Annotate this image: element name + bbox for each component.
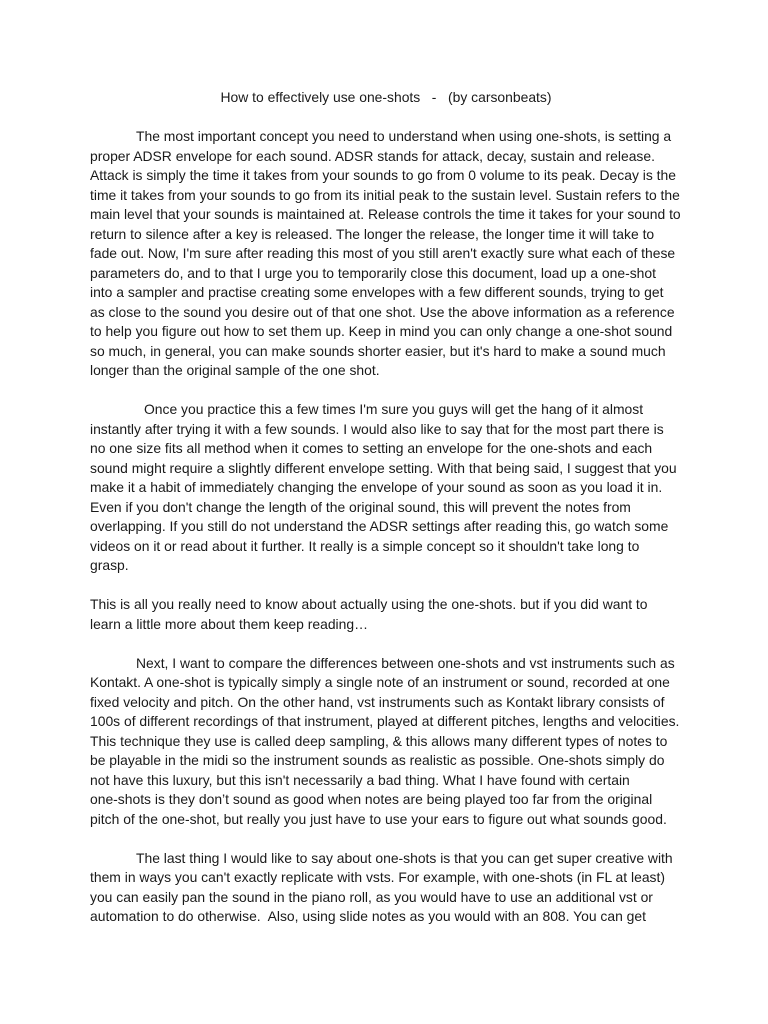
text-line: make it a habit of immediately changing the envelope of your sound as soon as you load it in. xyxy=(90,479,663,495)
text-line: Even if you don't change the length of the original sound, this will prevent the notes from xyxy=(90,498,631,515)
text-line: be playable in the midi so the instrument sounds as realistic as possible. One-shots simply do xyxy=(90,752,665,768)
text-line: longer than the original sample of the one shot. xyxy=(90,362,380,378)
text-line: them in ways you can't exactly replicate with vsts. For example, with one-shots (in FL at least) xyxy=(90,869,665,885)
text-line: Once you practice this a few times I'm sure you guys will get the hang of it almost xyxy=(144,401,644,417)
text-line: grasp. xyxy=(90,557,129,573)
text-line: to help you figure out how to set them up. Keep in mind you can only change a one-shot sound xyxy=(90,323,673,339)
paragraph-comparison xyxy=(90,654,682,830)
text-line: fade out. Now, I'm sure after reading this most of you still aren't exactly sure what each of these xyxy=(90,245,676,261)
text-line: main level that your sounds is maintained at. Release controls the time it takes for your sound to xyxy=(90,206,681,222)
text-line: time it takes from your sounds to go from its initial peak to the sustain level. Sustain refers to the xyxy=(90,186,680,203)
text-line: into a sampler and practise creating some envelopes with a few different sounds, trying to get xyxy=(90,284,664,300)
text-line: This technique they use is called deep sampling, & this allows many different types of notes to xyxy=(90,732,668,749)
text-line: automation to do otherwise. Also, using slide notes as you would with an 808. You can get xyxy=(90,908,646,924)
text-line: videos on it or read about it further. It really is a simple concept so it shouldn't take long to xyxy=(90,537,640,554)
text-line: sound might require a slightly different envelope setting. With that being said, I suggest that you xyxy=(90,459,677,476)
text-line: as close to the sound you desire out of that one shot. Use the above information as a reference xyxy=(90,303,675,320)
text-line: instantly after trying it with a few sounds. I would also like to say that for the most part there is xyxy=(90,420,664,437)
text-line: so much, in general, you can make sounds shorter easier, but it's hard to make a sound much xyxy=(90,342,666,359)
text-line: Kontakt. A one-shot is typically simply a single note of an instrument or sound, recorded at one xyxy=(90,674,670,690)
document-page xyxy=(90,88,682,946)
document-title: How to effectively use one-shots - (by carsonbeats) xyxy=(220,89,552,105)
paragraph-adsr xyxy=(90,127,682,381)
paragraph-practice xyxy=(90,400,682,576)
text-line: one-shots is they don’t sound as good when notes are being played too far from the original xyxy=(90,791,653,807)
text-line: pitch of the one-shot, but really you just have to use your ears to figure out what sounds good. xyxy=(90,810,667,827)
text-line: not have this luxury, but this isn't necessarily a bad thing. What I have found with certain xyxy=(90,771,630,788)
text-line: proper ADSR envelope for each sound. ADSR stands for attack, decay, sustain and release. xyxy=(90,147,655,164)
text-line: parameters do, and to that I urge you to temporarily close this document, load up a one-shot xyxy=(90,264,656,281)
text-line: 100s of different recordings of that instrument, played at different pitches, lengths and velocities. xyxy=(90,713,680,729)
text-line: The most important concept you need to understand when using one-shots, is setting a xyxy=(136,128,672,144)
text-line: you can easily pan the sound in the piano roll, as you would have to use an additional vst or xyxy=(90,888,653,905)
text-line: This is all you really need to know about actually using the one-shots. but if you did want to xyxy=(90,596,648,612)
paragraph-creative xyxy=(90,849,682,927)
text-line: Attack is simply the time it takes from your sounds to go from 0 volume to its peak. Decay is the xyxy=(90,167,676,183)
text-line: no one size fits all method when it comes to setting an envelope for the one-shots and each xyxy=(90,440,653,456)
paragraph-summary xyxy=(90,595,682,634)
text-line: Next, I want to compare the differences between one-shots and vst instruments such as xyxy=(136,654,675,671)
text-line: learn a little more about them keep reading… xyxy=(90,615,368,632)
text-line: return to silence after a key is released. The longer the release, the longer time it will take to xyxy=(90,225,655,242)
text-line: The last thing I would like to say about one-shots is that you can get super creative with xyxy=(136,849,673,866)
text-line: overlapping. If you still do not understand the ADSR settings after reading this, go watch some xyxy=(90,518,669,534)
text-line: fixed velocity and pitch. On the other hand, vst instruments such as Kontakt library consists of xyxy=(90,693,665,710)
